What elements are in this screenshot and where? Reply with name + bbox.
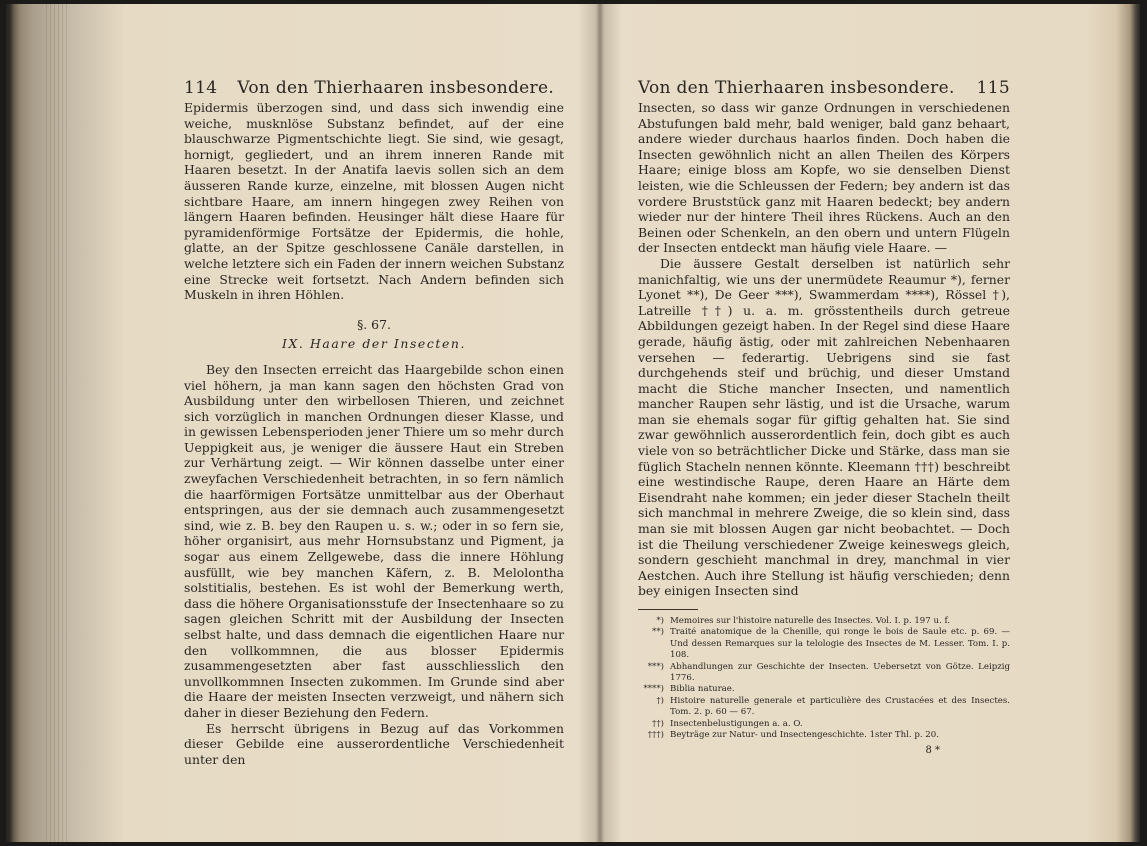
signature-mark: 8 * [925, 745, 940, 757]
right-head-title: Von den Thierhaaren insbesondere. [638, 78, 955, 98]
footnote-text: Histoire naturelle generale et particulière des Crustacées et des Insectes. Tom. 2. p. 60 — 67. [670, 695, 1010, 718]
right-paragraph-2: Die äussere Gestalt derselben ist natürlich sehr manichfaltig, wie uns der unermüdete Reaumur *), ferner Lyonet **), De Geer ***), Swammerdam ****), Rössel †), Latreille ††) u. a. m. grösstentheils durch getreue Abbildungen gezeigt haben. In der Regel sind diese Haare gerade, häufig ästig, oder mit zahlreichen Nebenhaaren versehen — federartig. Uebrigens sind sie fast durchgehends steif und brüchig, und dieser Umstand macht die Stiche mancher Insecten, und namentlich mancher Raupen sehr lästig, und ist die Ursache, warum man sie ehemals sogar für giftig gehalten hat. Sie sind zwar gewöhnlich ausserordentlich fein, doch gibt es auch viele von so beträchtlicher Dicke und Stärke, dass man sie füglich Stacheln nennen könnte. Kleemann †††) beschreibt eine westindische Raupe, deren Haare an Härte dem Eisendraht nahe kommen; ein jeder dieser Stacheln theilt sich manchmal in mehrere Zweige, die so klein sind, dass man sie mit blossen Augen gar nicht beobachtet. — Doch ist die Theilung verschiedener Zweige keineswegs gleich, sondern geschieht manchmal in drey, manchmal in vier Aestchen. Auch ihre Stellung ist häufig verschieden; denn bey einigen Insecten sind [638, 255, 1010, 599]
footnote-text: Biblia naturae. [670, 684, 735, 695]
footnote-text: Beyträge zur Natur- und Insectengeschichte. 1ster Thl. p. 20. [670, 730, 939, 741]
left-page-number: 114 [184, 78, 218, 98]
footnote-text: Traité anatomique de la Chenille, qui ronge le bois de Saule etc. p. 69. — Und dessen Remarques sur la telologie des Insectes de M. Lesser. Tom. I. p. 108. [670, 627, 1010, 661]
footnote [638, 730, 1010, 741]
footnote-mark: ††) [652, 718, 664, 729]
right-paragraph-1: Insecten, so dass wir ganze Ordnungen in verschiedenen Abstufungen bald mehr, bald weniger, bald ganz behaart, andere wieder durchaus haarlos finden. Doch haben die Insecten gewöhnlich nicht an allen Theilen des Körpers Haare; einige bloss am Kopfe, wo sie denselben Dienst leisten, wie die Schleussen der Federn; bey andern ist das vordere Bruststück ganz mit Haaren bedeckt; bey andern wieder nur der hintere Theil ihres Rückens. Auch an den Beinen oder Schenkeln, an den obern und untern Flügeln der Insecten entdeckt man häufig viele Haare. — [638, 100, 1010, 256]
footnote [638, 616, 1010, 627]
left-paragraph-3: Es herrscht übrigens in Bezug auf das Vorkommen dieser Gebilde eine ausserordentliche Verschiedenheit unter den [184, 720, 564, 767]
footnote-mark: †) [656, 695, 664, 706]
footnote [638, 719, 1010, 730]
footnote-mark: ***) [647, 661, 664, 672]
footnote-text: Insectenbelustigungen a. a. O. [670, 718, 803, 729]
footnote [638, 627, 1010, 661]
section-heading: IX. Haare der Insecten. [281, 336, 467, 352]
footnote-mark: **) [652, 627, 664, 638]
footnote [638, 684, 1010, 695]
footnotes [638, 616, 1010, 741]
footnote-text: Abhandlungen zur Geschichte der Insecten. Uebersetzt von Götze. Leipzig 1776. [670, 661, 1010, 684]
footnote-text: Memoires sur l'histoire naturelle des Insectes. Vol. I. p. 197 u. f. [670, 616, 951, 626]
footnote-rule [638, 609, 698, 610]
left-paragraph-1: Epidermis überzogen sind, und dass sich inwendig eine weiche, musknlöse Substanz befindet, auf der eine blauschwarze Pigmentschichte liegt. Sie sind, wie gesagt, hornigt, gegliedert, und an ihrem inneren Rande mit Haaren besetzt. In der Anatifa laevis sollen sich an dem äusseren Rande kurze, einzelne, mit blossen Augen nicht sichtbare Haare, am innern hingegen zwey Reihen von längern Haaren befinden. Heusinger hält diese Haare für pyramidenförmige Fortsätze der Epidermis, die hohle, glatte, an der Spitze geschlossene Canäle darstellen, in welche letztere sich ein Faden der innern weichen Substanz eine Strecke weit fortsetzt. Nach Andern befinden sich Muskeln in ihren Höhlen. [184, 100, 564, 303]
right-page-number: 115 [976, 78, 1010, 98]
left-head-title: Von den Thierhaaren insbesondere. [237, 78, 555, 98]
footnote-mark: *) [656, 616, 664, 626]
footnote-mark: †††) [647, 730, 664, 741]
left-body-text [184, 100, 564, 767]
open-book [6, 4, 1140, 842]
right-page [598, 4, 1140, 842]
right-body-text [638, 100, 1010, 759]
left-paragraph-2: Bey den Insecten erreicht das Haargebilde schon einen viel höhern, ja man kann sagen den höchsten Grad von Ausbildung unter den wirbellosen Thieren, und zeichnet sich vorzüglich in manchen Ordnungen dieser Klasse, und in gewissen Lebensperioden jener Thiere um so mehr durch Ueppigkeit aus, je weniger die äussere Haut ein Streben zur Verhärtung zeigt. — Wir können dasselbe unter einer zweyfachen Verschiedenheit betrachten, in so fern nämlich die haarförmigen Fortsätze unmittelbar aus der Oberhaut entspringen, aus der sie demnach auch zusammengesetzt sind, wie z. B. bey den Raupen u. s. w.; oder in so fern sie, höher organisirt, aus mehr Hornsubstanz und Pigment, ja sogar aus einem Zellgewebe, dass die innere Höhlung ausfüllt, wie bey manchen Käfern, z. B. Melolontha solstitialis, bestehen. Es ist wohl der Bemerkung werth, dass die höhere Organisationsstufe der Insectenhaare so zu sagen gleichen Schritt mit der Ausbildung der Insecten selbst halte, und dass demnach die eigentlichen Haare nur den vollkommnen, die aus blosser Epidermis zusammengesetzten aber fast ausschliesslich den unvollkommnen Insecten zukommen. Im Grunde sind aber die Haare der meisten Insecten verzweigt, und nähern sich daher in dieser Beziehung den Federn. [184, 361, 564, 720]
left-running-head [184, 78, 554, 98]
footnote-mark: ****) [643, 684, 664, 695]
footnote [638, 696, 1010, 719]
left-page [6, 4, 598, 842]
right-running-head [638, 78, 1010, 98]
footnote [638, 662, 1010, 685]
section-number: §. 67. [357, 316, 391, 332]
